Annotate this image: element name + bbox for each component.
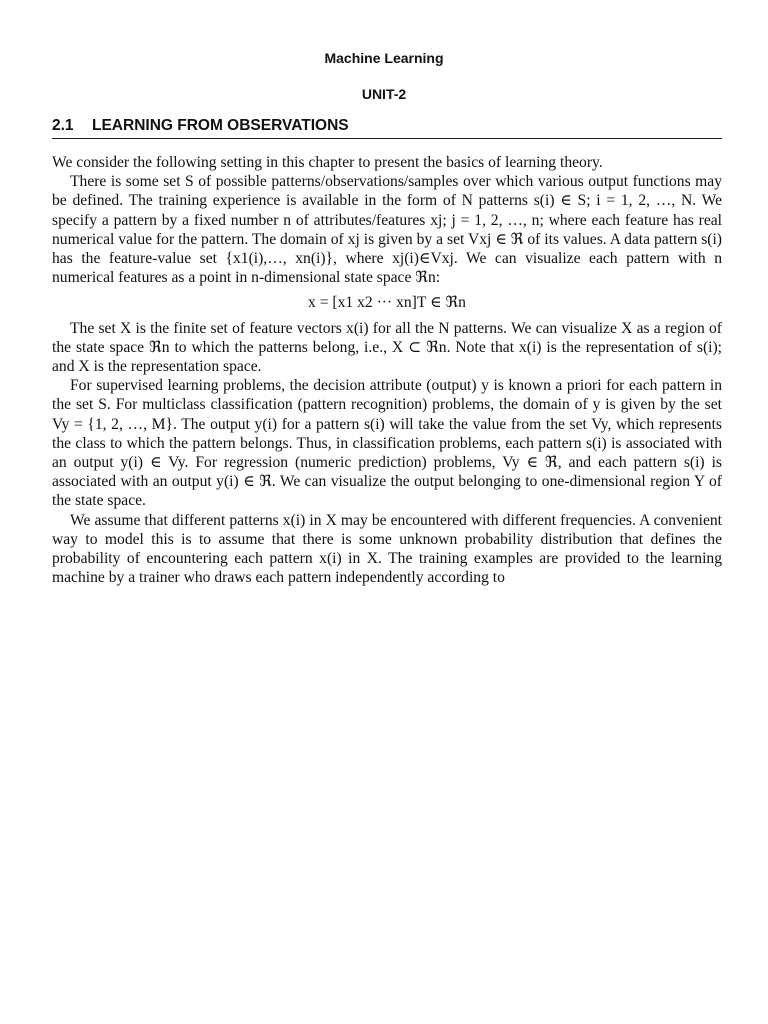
paragraph-5: We assume that different patterns x(i) in X may be encountered with different frequencies. A convenient way to model this is to assume that there is some unknown probability distribution that defines the probability of encountering each pattern x(i) in X. The training examples are provided to the learning machine by a trainer who draws each pattern independently according to <box>52 511 722 587</box>
paragraph-3: The set X is the finite set of feature vectors x(i) for all the N patterns. We can visualize X as a region of the state space ℜn to which the patterns belong, i.e., X ⊂ ℜn. Note that x(i) is the representation of s(i); and X is the representation space. <box>52 319 722 376</box>
section-number: 2.1 <box>52 117 74 134</box>
paragraph-4: For supervised learning problems, the decision attribute (output) y is known a priori for each pattern in the set S. For multiclass classification (pattern recognition) problems, the domain of y is given by the set Vy = {1, 2, …, M}. The output y(i) for a pattern s(i) will take the value from the set Vy, which represents the class to which the pattern belongs. Thus, in classification problems, each pattern s(i) is associated with an output y(i) ∈ Vy. For regression (numeric prediction) problems, Vy ∈ ℜ, and each pattern s(i) is associated with an output y(i) ∈ ℜ. We can visualize the output belonging to one-dimensional region Y of the state space. <box>52 377 722 510</box>
unit-label: UNIT-2 <box>361 86 407 102</box>
section-title: LEARNING FROM OBSERVATIONS <box>92 117 349 134</box>
body-text <box>52 153 722 587</box>
equation-feature-vector: x = [x1 x2 ··· xn]T ∈ ℜn <box>308 294 466 312</box>
section-heading <box>52 117 722 139</box>
document-title: Machine Learning <box>324 50 444 66</box>
paragraph-1: We consider the following setting in this chapter to present the basics of learning theory. <box>52 154 603 171</box>
paragraph-2: There is some set S of possible patterns/observations/samples over which various output functions may be defined. The training experience is available in the form of N patterns s(i) ∈ S; i = 1, 2, …, N. We specify a pattern by a fixed number n of attributes/features xj; j = 1, 2, …, n; where each feature has real numerical value for the pattern. The domain of xj is given by a set Vxj ∈ ℜ of its values. A data pattern s(i) has the feature-value set {x1(i),…, xn(i)}, where xj(i)∈Vxj. We can visualize each pattern with n numerical features as a point in n-dimensional state space ℜn: <box>52 173 722 287</box>
